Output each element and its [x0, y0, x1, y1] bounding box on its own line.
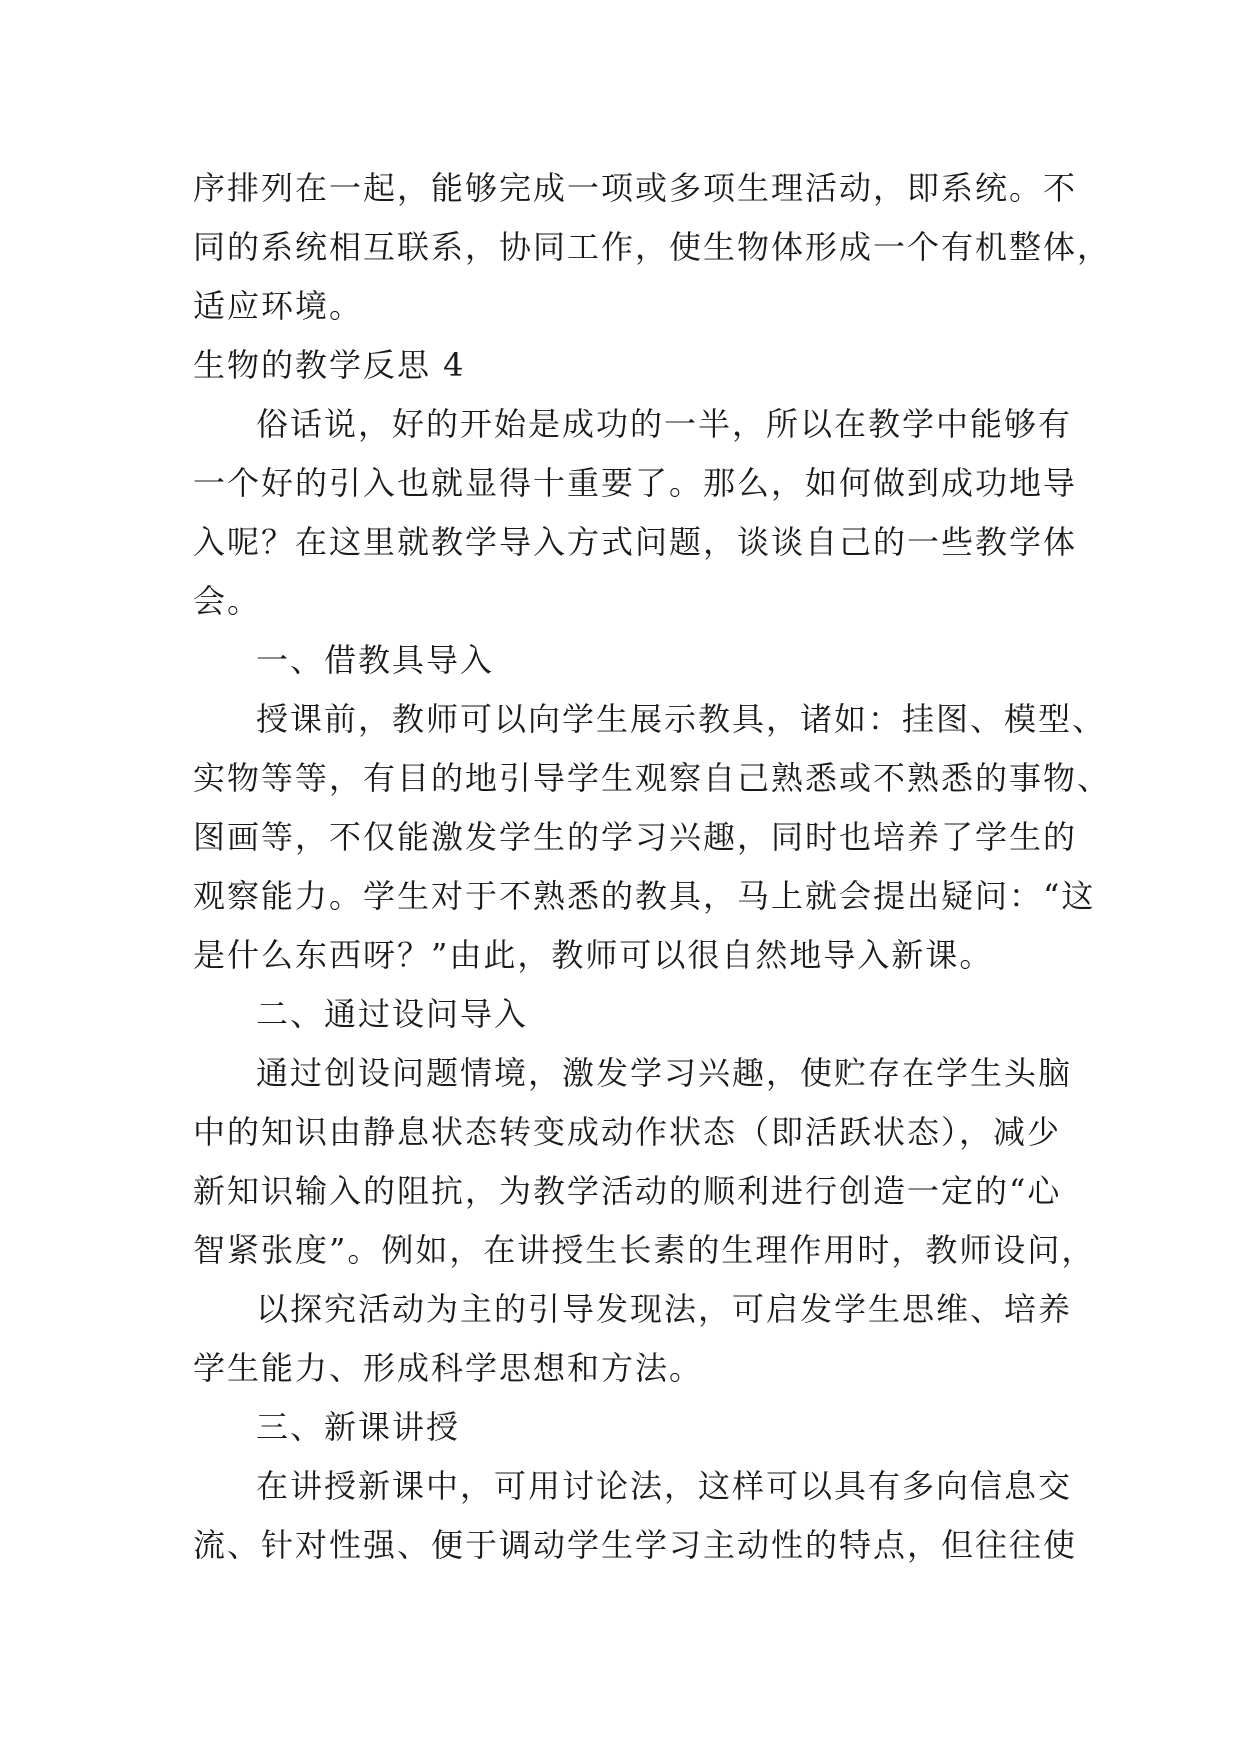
paragraph-line: 中的知识由静息状态转变成动作状态（即活跃状态），减少: [193, 1113, 1062, 1151]
paragraph-line: 一个好的引入也就显得十重要了。那么，如何做到成功地导: [193, 464, 1078, 502]
paragraph-line: 俗话说，好的开始是成功的一半，所以在教学中能够有: [256, 405, 1073, 443]
paragraph-line: 新知识输入的阻抗，为教学活动的顺利进行创造一定的“心: [193, 1172, 1062, 1210]
paragraph-line: 以探究活动为主的引导发现法，可启发学生思维、培养: [256, 1290, 1073, 1328]
text-line: 序排列在一起，能够完成一项或多项生理活动，即系统。不: [193, 169, 1078, 207]
paragraph-line: 会。: [193, 582, 262, 620]
paragraph-line: 流、针对性强、便于调动学生学习主动性的特点，但往往使: [193, 1526, 1078, 1564]
paragraph-line: 图画等，不仅能激发学生的学习兴趣，同时也培养了学生的: [193, 818, 1078, 856]
paragraph-line: 实物等等，有目的地引导学生观察自己熟悉或不熟悉的事物、: [193, 759, 1112, 797]
paragraph-line: 在讲授新课中，可用讨论法，这样可以具有多向信息交: [256, 1467, 1073, 1505]
paragraph-line: 是什么东西呀？”由此，教师可以很自然地导入新课。: [193, 936, 994, 974]
subheading: 三、新课讲授: [256, 1408, 461, 1446]
paragraph-line: 智紧张度”。例如，在讲授生长素的生理作用时，教师设问，: [193, 1231, 1096, 1269]
text-line: 同的系统相互联系，协同工作，使生物体形成一个有机整体，: [193, 228, 1112, 266]
subheading: 二、通过设问导入: [256, 995, 529, 1033]
text-line: 适应环境。: [193, 287, 364, 325]
paragraph-line: 通过创设问题情境，激发学习兴趣，使贮存在学生头脑: [256, 1054, 1073, 1092]
paragraph-line: 学生能力、形成科学思想和方法。: [193, 1349, 704, 1387]
paragraph-line: 观察能力。学生对于不熟悉的教具，马上就会提出疑问：“这: [193, 877, 1096, 915]
section-heading: 生物的教学反思 4: [193, 346, 466, 384]
paragraph-line: 入呢？在这里就教学导入方式问题，谈谈自己的一些教学体: [193, 523, 1078, 561]
subheading: 一、借教具导入: [256, 641, 495, 679]
paragraph-line: 授课前，教师可以向学生展示教具，诸如：挂图、模型、: [256, 700, 1107, 738]
